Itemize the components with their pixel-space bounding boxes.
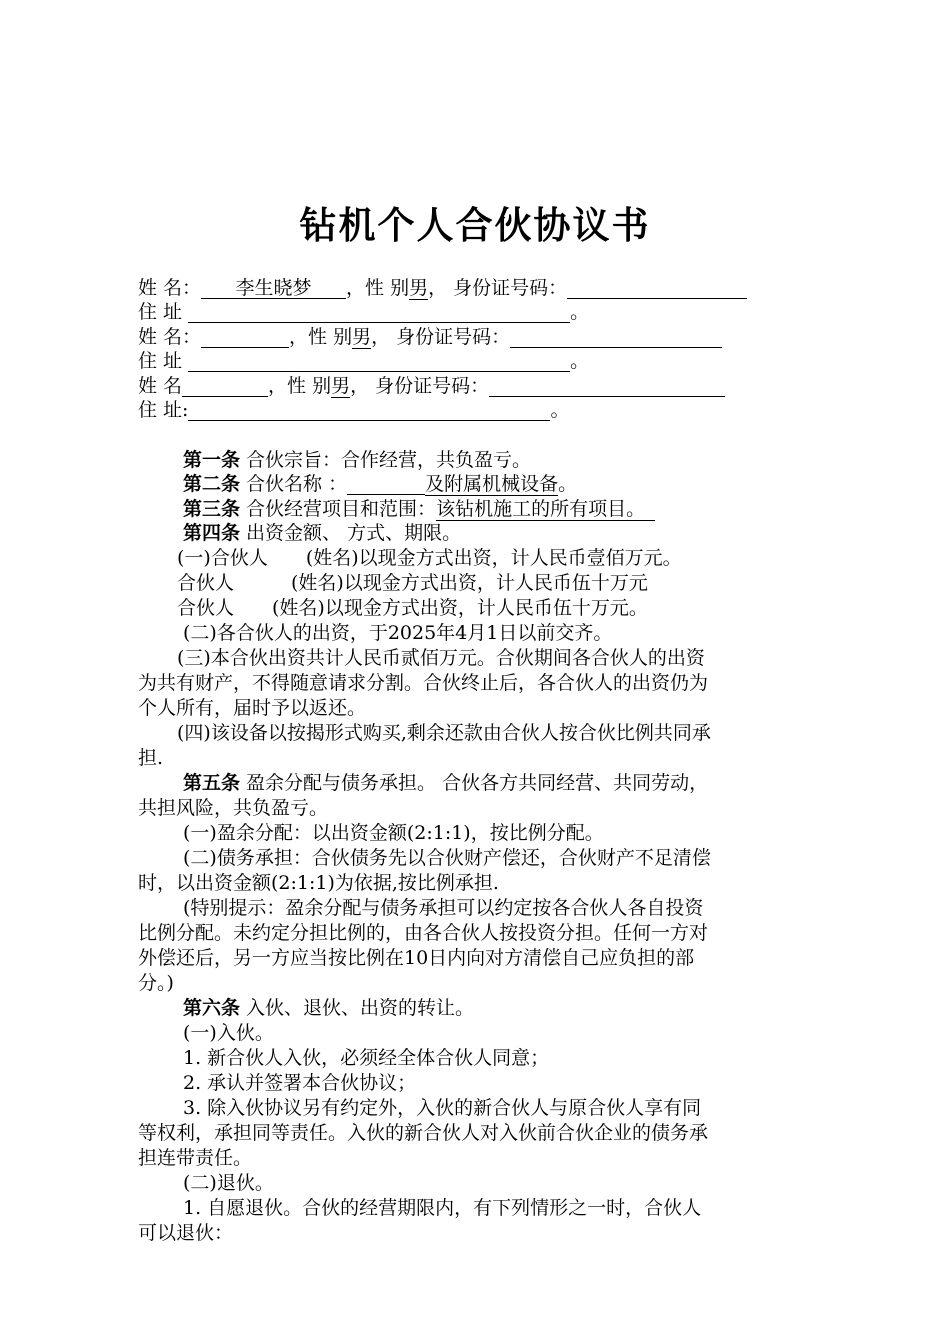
partner-3-address-field[interactable] — [188, 398, 550, 421]
article-6-line-5: 等权利，承担同等责任。入伙的新合伙人对入伙前合伙企业的债务承 — [138, 1122, 709, 1144]
partner-3-id-field[interactable] — [489, 374, 725, 397]
article-4-line-8: (四)该设备以按揭形式购买,剩余还款由合伙人按合伙比例共同承 — [177, 722, 711, 744]
article-4-line-4: (二)各合伙人的出资，于2025年4月1日以前交齐。 — [183, 622, 613, 644]
partner-1-gender: 男 — [409, 277, 429, 299]
article-4-line-2: 合伙人 (姓名)以现金方式出资，计人民币伍十万元 — [177, 572, 648, 594]
business-scope-value: 该钻机施工的所有项目。 — [436, 498, 655, 521]
article-5-line-5: (特别提示：盈余分配与债务承担可以约定按各合伙人各自投资 — [183, 897, 704, 919]
article-6-line-2: 1. 新合伙人入伙，必须经全体合伙人同意； — [183, 1047, 550, 1069]
partner-2-gender: 男 — [352, 326, 372, 348]
article-3-heading: 第三条 — [183, 498, 241, 520]
article-1-heading: 第一条 — [183, 449, 241, 471]
partner-3-address-line: 住 址: 。 — [138, 399, 570, 421]
article-6-line-3: 2. 承认并签署本合伙协议； — [183, 1072, 417, 1094]
article-4-line-5: (三)本合伙出资共计人民币贰佰万元。合伙期间各合伙人的出资 — [177, 647, 705, 669]
article-4-line-9: 担. — [138, 747, 164, 769]
article-3: 第三条 合伙经营项目和范围：该钻机施工的所有项目。 — [183, 497, 655, 521]
partner-2-address-line: 住 址 。 — [138, 350, 590, 372]
article-6: 第六条 入伙、退伙、出资的转让。 — [183, 997, 475, 1019]
article-5-line-8: 分。) — [138, 972, 174, 994]
partner-1-id-field[interactable] — [567, 276, 747, 299]
partner-1-name-field[interactable]: 李生晓梦 — [201, 276, 346, 299]
article-4-line-3: 合伙人 (姓名)以现金方式出资，计人民币伍十万元。 — [177, 597, 648, 619]
article-6-heading: 第六条 — [183, 997, 241, 1019]
article-1: 第一条 合伙宗旨：合作经营，共负盈亏。 — [183, 449, 532, 471]
partner-1-address-field[interactable] — [188, 300, 570, 323]
article-2-heading: 第二条 — [183, 473, 241, 495]
partner-3-gender: 男 — [331, 375, 351, 397]
partner-2-line: 姓 名： ，性 别男， 身份证号码： — [138, 325, 722, 349]
article-6-line-7: (二)退伙。 — [183, 1172, 274, 1194]
article-5-line-4: 时，以出资金额(2:1:1)为依据,按比例承担. — [138, 872, 499, 894]
article-5-line-3: (二)债务承担：合伙债务先以合伙财产偿还，合伙财产不足清偿 — [183, 847, 711, 869]
partner-3-line: 姓 名 ，性 别男， 身份证号码： — [138, 374, 725, 398]
partner-2-id-field[interactable] — [510, 325, 722, 348]
article-6-line-1: (一)入伙。 — [183, 1022, 274, 1044]
partner-2-name-field[interactable] — [201, 325, 289, 348]
article-5-heading: 第五条 — [183, 772, 241, 794]
article-6-line-8: 1. 自愿退伙。合伙的经营期限内，有下列情形之一时，合伙人 — [183, 1197, 702, 1219]
article-5: 第五条 盈余分配与债务承担。 合伙各方共同经营、共同劳动， — [183, 772, 709, 794]
article-5-line-1: 共担风险，共负盈亏。 — [138, 797, 329, 819]
article-4: 第四条 出资金额、 方式、期限。 — [183, 522, 462, 544]
article-6-line-4: 3. 除入伙协议另有约定外，入伙的新合伙人与原合伙人享有同 — [183, 1097, 702, 1119]
partner-2-address-field[interactable] — [188, 349, 570, 372]
partnership-name-value: 及附属机械设备 — [425, 473, 559, 495]
article-5-line-6: 比例分配。未约定分担比例的，由各合伙人按投资分担。任何一方对 — [138, 922, 709, 944]
article-4-line-6: 为共有财产，不得随意请求分割。合伙终止后，各合伙人的出资仍为 — [138, 672, 709, 694]
article-4-line-1: (一)合伙人 (姓名)以现金方式出资，计人民币壹佰万元。 — [177, 547, 682, 569]
article-2: 第二条 合伙名称 ： 及附属机械设备。 — [183, 473, 578, 495]
article-4-heading: 第四条 — [183, 522, 241, 544]
document-title: 钻机个人合伙协议书 — [299, 203, 651, 247]
partner-3-name-field[interactable] — [182, 374, 268, 397]
article-5-line-7: 外偿还后，另一方应当按比例在10日内向对方清偿自己应负担的部 — [138, 947, 695, 969]
article-6-line-6: 担连带责任。 — [138, 1147, 253, 1169]
article-5-line-2: (一)盈余分配：以出资金额(2:1:1)，按比例分配。 — [183, 822, 604, 844]
partner-1-address-line: 住 址 。 — [138, 301, 590, 323]
article-6-line-9: 可以退伙： — [138, 1222, 234, 1244]
article-4-line-7: 个人所有，届时予以返还。 — [138, 697, 367, 719]
partner-1-line: 姓 名： 李生晓梦 ，性 别男， 身份证号码： — [138, 276, 747, 300]
